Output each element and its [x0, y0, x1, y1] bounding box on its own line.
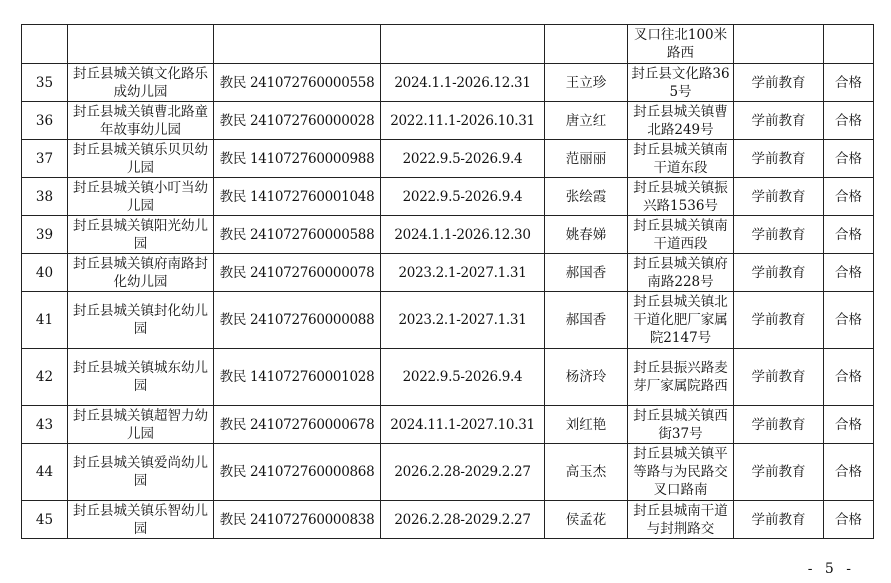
table-row	[22, 254, 874, 292]
name-cell: 封丘县城关镇乐贝贝幼儿园	[68, 140, 214, 178]
license-cell: 教民 241072760000558	[214, 64, 381, 102]
address-cell: 封丘县文化路365号	[628, 64, 734, 102]
person-cell: 郝国香	[545, 254, 628, 292]
license-cell: 教民 141072760000988	[214, 140, 381, 178]
license-cell: 教民 141072760001028	[214, 349, 381, 406]
result-cell: 合格	[824, 178, 874, 216]
person-cell: 郝国香	[545, 292, 628, 349]
address-cell: 封丘县城关镇北干道化肥厂家属院2147号	[628, 292, 734, 349]
no-cell: 45	[22, 501, 68, 539]
license-cell	[214, 25, 381, 64]
no-cell: 41	[22, 292, 68, 349]
name-cell: 封丘县城关镇封化幼儿园	[68, 292, 214, 349]
no-cell: 36	[22, 102, 68, 140]
person-cell: 高玉杰	[545, 444, 628, 501]
license-cell: 教民 241072760000588	[214, 216, 381, 254]
period-cell: 2024.11.1-2027.10.31	[381, 406, 545, 444]
person-cell: 唐立红	[545, 102, 628, 140]
person-cell: 张绘霞	[545, 178, 628, 216]
no-cell: 40	[22, 254, 68, 292]
table-row	[22, 64, 874, 102]
result-cell: 合格	[824, 292, 874, 349]
table-row	[22, 444, 874, 501]
type-cell: 学前教育	[734, 102, 824, 140]
person-cell: 王立珍	[545, 64, 628, 102]
period-cell: 2026.2.28-2029.2.27	[381, 444, 545, 501]
address-cell: 封丘县城南干道与封荆路交	[628, 501, 734, 539]
person-cell: 侯孟花	[545, 501, 628, 539]
no-cell	[22, 25, 68, 64]
address-cell: 封丘县城关镇府南路228号	[628, 254, 734, 292]
address-cell: 封丘县城关镇曹北路249号	[628, 102, 734, 140]
name-cell: 封丘县城关镇超智力幼儿园	[68, 406, 214, 444]
table-row	[22, 406, 874, 444]
no-cell: 37	[22, 140, 68, 178]
address-cell: 叉口往北100米路西	[628, 25, 734, 64]
period-cell: 2024.1.1-2026.12.31	[381, 64, 545, 102]
address-cell: 封丘县城关镇西街37号	[628, 406, 734, 444]
type-cell: 学前教育	[734, 501, 824, 539]
period-cell: 2026.2.28-2029.2.27	[381, 501, 545, 539]
person-cell	[545, 25, 628, 64]
no-cell: 38	[22, 178, 68, 216]
result-cell	[824, 25, 874, 64]
result-cell: 合格	[824, 444, 874, 501]
period-cell	[381, 25, 545, 64]
type-cell: 学前教育	[734, 406, 824, 444]
table-row	[22, 178, 874, 216]
table-row	[22, 501, 874, 539]
address-cell: 封丘县城关镇南干道东段	[628, 140, 734, 178]
table-row-continuation	[22, 25, 874, 64]
name-cell: 封丘县城关镇小叮当幼儿园	[68, 178, 214, 216]
type-cell: 学前教育	[734, 64, 824, 102]
type-cell	[734, 25, 824, 64]
address-cell: 封丘县城关镇南干道西段	[628, 216, 734, 254]
license-cell: 教民 241072760000078	[214, 254, 381, 292]
name-cell: 封丘县城关镇阳光幼儿园	[68, 216, 214, 254]
result-cell: 合格	[824, 102, 874, 140]
type-cell: 学前教育	[734, 140, 824, 178]
period-cell: 2023.2.1-2027.1.31	[381, 254, 545, 292]
type-cell: 学前教育	[734, 178, 824, 216]
period-cell: 2022.11.1-2026.10.31	[381, 102, 545, 140]
license-cell: 教民 241072760000868	[214, 444, 381, 501]
table-row	[22, 140, 874, 178]
license-cell: 教民 241072760000028	[214, 102, 381, 140]
person-cell: 姚春娣	[545, 216, 628, 254]
result-cell: 合格	[824, 64, 874, 102]
license-cell: 教民 241072760000088	[214, 292, 381, 349]
name-cell	[68, 25, 214, 64]
license-cell: 教民 141072760001048	[214, 178, 381, 216]
no-cell: 35	[22, 64, 68, 102]
no-cell: 43	[22, 406, 68, 444]
type-cell: 学前教育	[734, 349, 824, 406]
type-cell: 学前教育	[734, 444, 824, 501]
name-cell: 封丘县城关镇文化路乐成幼儿园	[68, 64, 214, 102]
table-row	[22, 349, 874, 406]
period-cell: 2024.1.1-2026.12.30	[381, 216, 545, 254]
type-cell: 学前教育	[734, 254, 824, 292]
table-row	[22, 292, 874, 349]
address-cell: 封丘县振兴路麦芽厂家属院路西	[628, 349, 734, 406]
name-cell: 封丘县城关镇府南路封化幼儿园	[68, 254, 214, 292]
page-number: - 5 -	[807, 561, 855, 577]
person-cell: 杨济玲	[545, 349, 628, 406]
period-cell: 2022.9.5-2026.9.4	[381, 178, 545, 216]
result-cell: 合格	[824, 254, 874, 292]
type-cell: 学前教育	[734, 216, 824, 254]
license-cell: 教民 241072760000678	[214, 406, 381, 444]
no-cell: 44	[22, 444, 68, 501]
table-row	[22, 216, 874, 254]
period-cell: 2023.2.1-2027.1.31	[381, 292, 545, 349]
result-cell: 合格	[824, 349, 874, 406]
name-cell: 封丘县城关镇曹北路童年故事幼儿园	[68, 102, 214, 140]
kindergarten-inspection-table	[21, 24, 874, 539]
no-cell: 42	[22, 349, 68, 406]
period-cell: 2022.9.5-2026.9.4	[381, 140, 545, 178]
period-cell: 2022.9.5-2026.9.4	[381, 349, 545, 406]
result-cell: 合格	[824, 406, 874, 444]
person-cell: 刘红艳	[545, 406, 628, 444]
name-cell: 封丘县城关镇爱尚幼儿园	[68, 444, 214, 501]
result-cell: 合格	[824, 140, 874, 178]
address-cell: 封丘县城关镇振兴路1536号	[628, 178, 734, 216]
person-cell: 范丽丽	[545, 140, 628, 178]
table-row	[22, 102, 874, 140]
address-cell: 封丘县城关镇平等路与为民路交叉口路南	[628, 444, 734, 501]
name-cell: 封丘县城关镇乐智幼儿园	[68, 501, 214, 539]
no-cell: 39	[22, 216, 68, 254]
license-cell: 教民 241072760000838	[214, 501, 381, 539]
type-cell: 学前教育	[734, 292, 824, 349]
result-cell: 合格	[824, 216, 874, 254]
name-cell: 封丘县城关镇城东幼儿园	[68, 349, 214, 406]
result-cell: 合格	[824, 501, 874, 539]
